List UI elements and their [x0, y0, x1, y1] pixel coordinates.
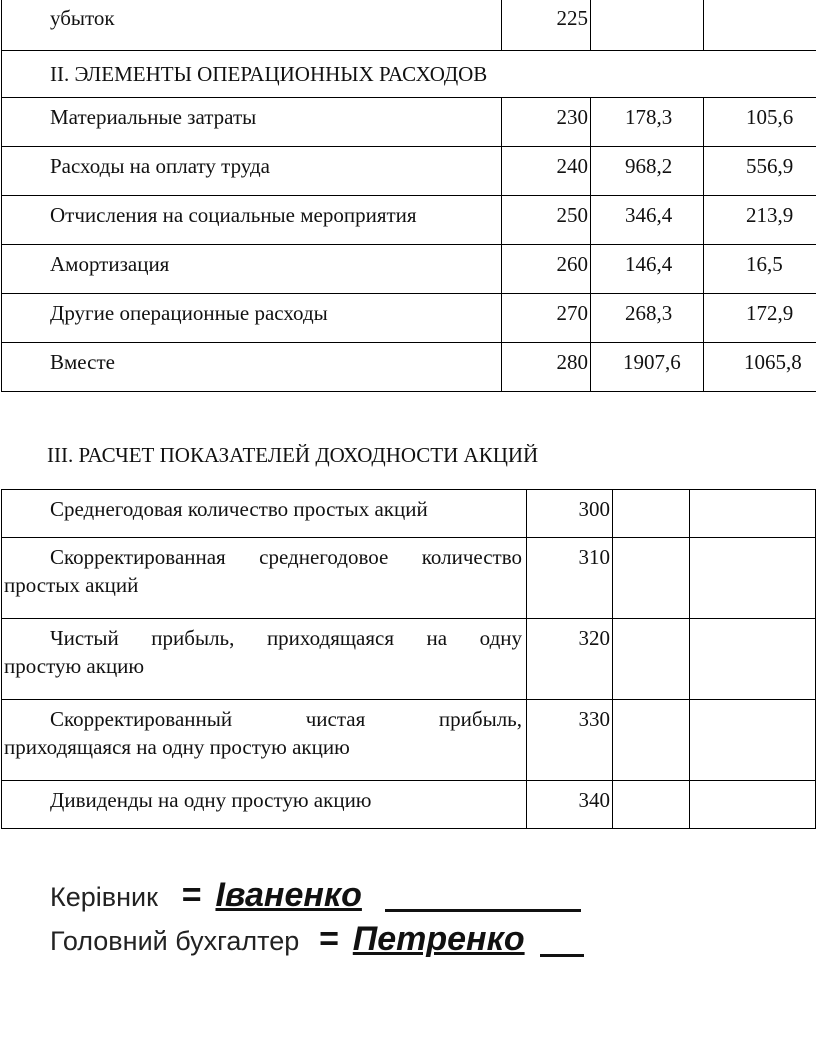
row-code: 250: [502, 196, 591, 245]
table-row: [2, 98, 816, 147]
row-label-line2: приходящаяся на одну простую акцию: [4, 735, 350, 759]
row-value-current: 146,4: [591, 245, 704, 294]
director-signature: [50, 876, 362, 915]
table-row: [2, 490, 816, 538]
row-label-line1: Скорректированный чистая прибыль,: [50, 707, 522, 731]
row-value-previous: 213,9: [704, 196, 816, 245]
row-code: 300: [527, 490, 613, 538]
row-value-previous: 1065,8: [704, 343, 816, 392]
row-value-current: [591, 0, 704, 51]
row-code: 270: [502, 294, 591, 343]
row-value-current: [613, 538, 690, 619]
row-code: 225: [502, 0, 591, 51]
row-label: Материальные затраты: [2, 98, 502, 147]
director-role: Керівник: [50, 882, 158, 912]
row-code: 310: [527, 538, 613, 619]
table-row: [2, 294, 816, 343]
table-row: [2, 196, 816, 245]
row-label: [2, 538, 527, 619]
table-row-total: [2, 343, 816, 392]
row-label: Другие операционные расходы: [2, 294, 502, 343]
accountant-equals: =: [319, 920, 339, 958]
row-label: убыток: [2, 0, 502, 51]
row-label-line2: простую акцию: [4, 654, 145, 678]
row-value-current: 1907,6: [591, 343, 704, 392]
section-header-row: [2, 51, 816, 98]
director-name: Іваненко: [215, 876, 362, 914]
accountant-signature-line: [540, 954, 584, 957]
accountant-name: Петренко: [352, 920, 525, 958]
row-code: 340: [527, 781, 613, 829]
row-value-previous: 105,6: [704, 98, 816, 147]
table-row: [2, 0, 816, 51]
row-label-line1: Чистый прибыль, приходящаяся на одну: [50, 626, 522, 650]
row-code: 260: [502, 245, 591, 294]
director-equals: =: [181, 876, 202, 914]
row-label: [2, 619, 527, 700]
row-code: 230: [502, 98, 591, 147]
row-label-text: Дивиденды на одну простую акцию: [50, 788, 372, 812]
table-row: [2, 619, 816, 700]
row-value-current: 968,2: [591, 147, 704, 196]
row-value-current: [613, 619, 690, 700]
row-value-current: 346,4: [591, 196, 704, 245]
table-row: [2, 700, 816, 781]
row-label: Расходы на оплату труда: [2, 147, 502, 196]
operating-expenses-table: [1, 0, 816, 392]
row-value-previous: [690, 538, 816, 619]
table-row: [2, 147, 816, 196]
row-label: Амортизация: [2, 245, 502, 294]
row-label: Отчисления на социальные мероприятия: [2, 196, 502, 245]
row-value-current: 178,3: [591, 98, 704, 147]
row-value-current: [613, 781, 690, 829]
share-profitability-table: [1, 489, 816, 829]
row-value-previous: [690, 700, 816, 781]
row-label: [2, 700, 527, 781]
table-row: [2, 245, 816, 294]
table-row: [2, 538, 816, 619]
row-code: 240: [502, 147, 591, 196]
row-value-current: [613, 490, 690, 538]
row-label-line2: простых акций: [4, 573, 139, 597]
row-value-previous: [690, 781, 816, 829]
row-value-previous: 172,9: [704, 294, 816, 343]
row-code: 320: [527, 619, 613, 700]
accountant-role: Головний бухгалтер: [50, 926, 300, 956]
row-value-previous: 16,5: [704, 245, 816, 294]
row-value-current: [613, 700, 690, 781]
section-title: II. ЭЛЕМЕНТЫ ОПЕРАЦИОННЫХ РАСХОДОВ: [2, 51, 816, 98]
row-code: 280: [502, 343, 591, 392]
table-row: [2, 781, 816, 829]
section-title: III. РАСЧЕТ ПОКАЗАТЕЛЕЙ ДОХОДНОСТИ АКЦИЙ: [47, 443, 539, 467]
row-label-line1: Скорректированная среднегодовое количество: [50, 545, 522, 569]
row-value-previous: [690, 619, 816, 700]
row-value-previous: [704, 0, 816, 51]
row-value-previous: 556,9: [704, 147, 816, 196]
row-label: [2, 490, 527, 538]
row-label-text: Среднегодовая количество простых акций: [50, 497, 428, 521]
row-value-previous: [690, 490, 816, 538]
row-code: 330: [527, 700, 613, 781]
row-label: Вместе: [2, 343, 502, 392]
row-value-current: 268,3: [591, 294, 704, 343]
accountant-signature: [50, 920, 525, 959]
row-label: [2, 781, 527, 829]
director-signature-line: [385, 909, 581, 912]
